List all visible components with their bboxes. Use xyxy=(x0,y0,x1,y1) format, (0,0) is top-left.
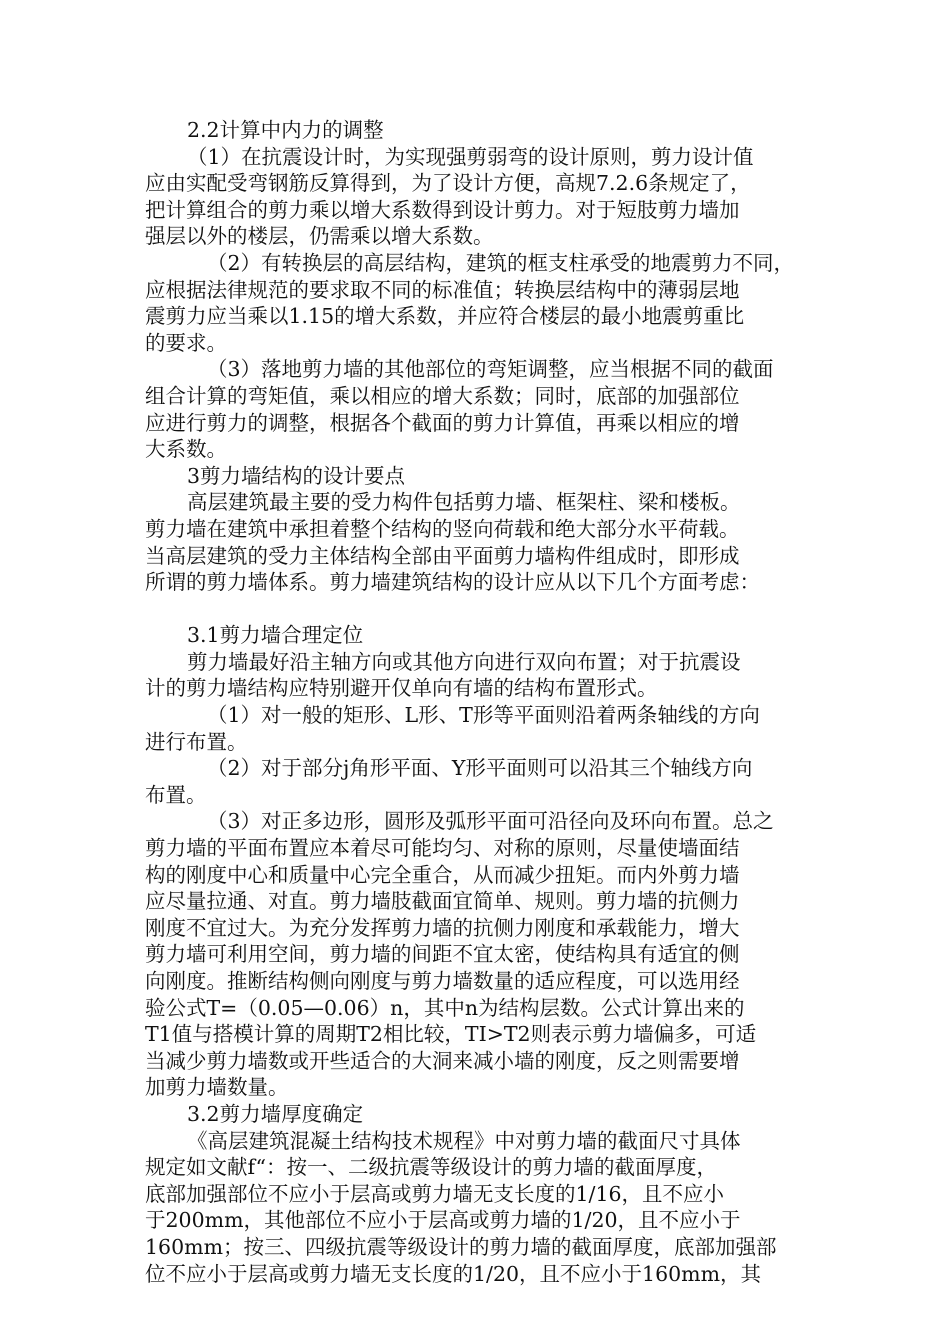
text-line: 的要求。 xyxy=(145,330,227,355)
text-line: 组合计算的弯矩值，乘以相应的增大系数；同时，底部的加强部位 xyxy=(145,383,740,408)
text-line: 布置。 xyxy=(145,782,207,807)
blank-line xyxy=(145,596,815,623)
text-line: 进行布置。 xyxy=(145,729,248,754)
text-line: 刚度不宜过大。为充分发挥剪力墙的抗侧力刚度和承载能力，增大 xyxy=(145,915,740,940)
text-line: 计的剪力墙结构应特别避开仅单向有墙的结构布置形式。 xyxy=(145,676,658,701)
text-line: 规定如文献f“：按一、二级抗震等级设计的剪力墙的截面厚度， xyxy=(145,1155,717,1180)
text-line: 3.2剪力墙厚度确定 xyxy=(187,1101,364,1126)
text-line: （3）落地剪力墙的其他部位的弯矩调整，应当根据不同的截面 xyxy=(207,357,774,382)
text-line: （2）有转换层的高层结构，建筑的框支柱承受的地震剪力不同， xyxy=(207,250,795,275)
text-line: 于200mm，其他部位不应小于层高或剪力墙的1/20，且不应小于 xyxy=(145,1208,741,1233)
text-line: 应根据法律规范的要求取不同的标准值；转换层结构中的薄弱层地 xyxy=(145,277,740,302)
text-line: 应由实配受弯钢筋反算得到，为了设计方便，高规7.2.6条规定了， xyxy=(145,171,751,196)
text-line: 《高层建筑混凝土结构技术规程》中对剪力墙的截面尺寸具体 xyxy=(187,1128,741,1153)
text-line: （1）对一般的矩形、L形、T形等平面则沿着两条轴线的方向 xyxy=(207,703,760,728)
text-line: 大系数。 xyxy=(145,437,227,462)
text-line: 验公式T=（0.05—0.06）n，其中n为结构层数。公式计算出来的 xyxy=(145,995,745,1020)
text-line: 当减少剪力墙数或开些适合的大洞来减小墙的刚度，反之则需要增 xyxy=(145,1048,740,1073)
text-line: 剪力墙在建筑中承担着整个结构的竖向荷载和绝大部分水平荷载。 xyxy=(145,516,740,541)
text-line: 应进行剪力的调整，根据各个截面的剪力计算值，再乘以相应的增 xyxy=(145,410,740,435)
text-line: 高层建筑最主要的受力构件包括剪力墙、框架柱、梁和楼板。 xyxy=(187,490,741,515)
text-line: 剪力墙的平面布置应本着尽可能均匀、对称的原则，尽量使墙面结 xyxy=(145,836,740,861)
text-line: （3）对正多边形，圆形及弧形平面可沿径向及环向布置。总之 xyxy=(207,809,774,834)
text-line: 2.2计算中内力的调整 xyxy=(187,118,384,142)
text-line: 向刚度。推断结构侧向刚度与剪力墙数量的适应程度，可以选用经 xyxy=(145,969,740,993)
text-line: 当高层建筑的受力主体结构全部由平面剪力墙构件组成时，即形成 xyxy=(145,543,740,568)
text-line: 底部加强部位不应小于层高或剪力墙无支长度的1/16，且不应小 xyxy=(145,1181,725,1206)
text-line: （2）对于部分j角形平面、Y形平面则可以沿其三个轴线方向 xyxy=(207,756,753,781)
text-line: 剪力墙可利用空间，剪力墙的间距不宜太密，使结构具有适宜的侧 xyxy=(145,942,740,967)
text-line: 应尽量拉通、对直。剪力墙肢截面宜简单、规则。剪力墙的抗侧力 xyxy=(145,889,740,914)
text-line: 震剪力应当乘以1.15的增大系数，并应符合楼层的最小地震剪重比 xyxy=(145,304,745,329)
text-line: 加剪力墙数量。 xyxy=(145,1075,289,1100)
text-line: 位不应小于层高或剪力墙无支长度的1/20，且不应小于160mm，其 xyxy=(145,1261,762,1286)
text-line: 3.1剪力墙合理定位 xyxy=(187,623,364,648)
text-line: T1值与搭模计算的周期T2相比较，TI>T2则表示剪力墙偏多，可适 xyxy=(145,1022,757,1047)
text-line: 剪力墙最好沿主轴方向或其他方向进行双向布置；对于抗震设 xyxy=(187,649,741,674)
text-line: 构的刚度中心和质量中心完全重合，从而减少扭矩。而内外剪力墙 xyxy=(145,862,740,887)
text-line: 强层以外的楼层，仍需乘以增大系数。 xyxy=(145,224,494,249)
text-line: 160mm；按三、四级抗震等级设计的剪力墙的截面厚度，底部加强部 xyxy=(145,1234,777,1259)
document-body xyxy=(145,117,815,1287)
text-line: 把计算组合的剪力乘以增大系数得到设计剪力。对于短肢剪力墙加 xyxy=(145,197,740,222)
text-line: 所谓的剪力墙体系。剪力墙建筑结构的设计应从以下几个方面考虑： xyxy=(145,570,760,595)
text-line: （1）在抗震设计时，为实现强剪弱弯的设计原则，剪力设计值 xyxy=(187,144,754,169)
text-line: 3剪力墙结构的设计要点 xyxy=(187,463,406,488)
